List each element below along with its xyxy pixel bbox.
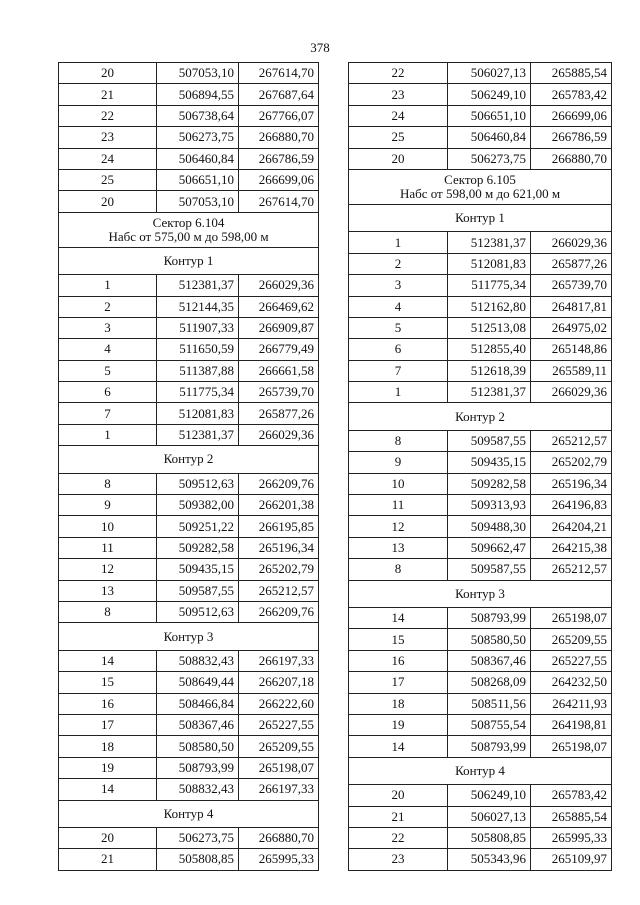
x-coordinate-cell: 512144,35 xyxy=(157,296,239,317)
x-coordinate-cell: 511775,34 xyxy=(448,275,531,296)
y-coordinate-cell: 265202,79 xyxy=(239,559,319,580)
x-coordinate-cell: 509251,22 xyxy=(157,516,239,537)
point-number-cell: 21 xyxy=(59,84,157,105)
point-number-cell: 19 xyxy=(59,757,157,778)
x-coordinate-cell: 508367,46 xyxy=(448,650,531,671)
point-number-cell: 22 xyxy=(349,63,448,84)
x-coordinate-cell: 505808,85 xyxy=(448,827,531,848)
y-coordinate-cell: 264232,50 xyxy=(531,672,612,693)
table-row xyxy=(349,827,612,848)
x-coordinate-cell: 508580,50 xyxy=(448,629,531,650)
coordinates-table-left xyxy=(58,62,319,871)
point-number-cell: 22 xyxy=(59,105,157,126)
point-number-cell: 14 xyxy=(349,736,448,757)
y-coordinate-cell: 264215,38 xyxy=(531,537,612,558)
table-row xyxy=(59,84,319,105)
point-number-cell: 14 xyxy=(59,650,157,671)
x-coordinate-cell: 508268,09 xyxy=(448,672,531,693)
section-header-line: Контур 1 xyxy=(163,252,214,268)
section-header-line: Контур 2 xyxy=(455,408,505,424)
y-coordinate-cell: 265739,70 xyxy=(531,275,612,296)
y-coordinate-cell: 265995,33 xyxy=(531,827,612,848)
point-number-cell: 22 xyxy=(349,827,448,848)
table-row xyxy=(349,339,612,360)
table-row xyxy=(349,516,612,537)
table-row xyxy=(59,757,319,778)
x-coordinate-cell: 512618,39 xyxy=(448,360,531,381)
point-number-cell: 25 xyxy=(349,127,448,148)
point-number-cell: 8 xyxy=(349,559,448,580)
y-coordinate-cell: 265202,79 xyxy=(531,452,612,473)
table-row xyxy=(349,607,612,628)
point-number-cell: 9 xyxy=(349,452,448,473)
point-number-cell: 17 xyxy=(349,672,448,693)
y-coordinate-cell: 266880,70 xyxy=(531,148,612,169)
section-header-row xyxy=(59,247,319,274)
x-coordinate-cell: 508755,54 xyxy=(448,714,531,735)
x-coordinate-cell: 509382,00 xyxy=(157,495,239,516)
section-header-line: Сектор 6.105 xyxy=(444,171,516,187)
y-coordinate-cell: 266699,06 xyxy=(239,169,319,190)
x-coordinate-cell: 508793,99 xyxy=(157,757,239,778)
table-row xyxy=(349,275,612,296)
section-header-line: Набс от 575,00 м до 598,00 м xyxy=(108,228,269,244)
x-coordinate-cell: 508367,46 xyxy=(157,714,239,735)
point-number-cell: 1 xyxy=(349,232,448,253)
x-coordinate-cell: 508793,99 xyxy=(448,736,531,757)
x-coordinate-cell: 506651,10 xyxy=(448,105,531,126)
table-row xyxy=(59,191,319,212)
point-number-cell: 2 xyxy=(349,253,448,274)
y-coordinate-cell: 267766,07 xyxy=(239,105,319,126)
table-row xyxy=(349,84,612,105)
table-row xyxy=(59,559,319,580)
point-number-cell: 20 xyxy=(59,827,157,848)
y-coordinate-cell: 264204,21 xyxy=(531,516,612,537)
y-coordinate-cell: 265877,26 xyxy=(239,403,319,424)
table-row xyxy=(349,63,612,84)
x-coordinate-cell: 506027,13 xyxy=(448,63,531,84)
point-number-cell: 23 xyxy=(349,84,448,105)
table-row xyxy=(59,296,319,317)
y-coordinate-cell: 264198,81 xyxy=(531,714,612,735)
point-number-cell: 14 xyxy=(349,607,448,628)
table-row xyxy=(59,736,319,757)
table-row xyxy=(59,537,319,558)
section-header-line: Контур 4 xyxy=(455,762,505,778)
y-coordinate-cell: 266197,33 xyxy=(239,650,319,671)
section-header-line: Контур 3 xyxy=(163,628,214,644)
section-header-row xyxy=(59,623,319,650)
section-header-line: Контур 1 xyxy=(455,210,505,226)
y-coordinate-cell: 266779,49 xyxy=(239,339,319,360)
point-number-cell: 6 xyxy=(59,382,157,403)
x-coordinate-cell: 511650,59 xyxy=(157,339,239,360)
x-coordinate-cell: 506249,10 xyxy=(448,84,531,105)
point-number-cell: 16 xyxy=(349,650,448,671)
table-row xyxy=(349,714,612,735)
point-number-cell: 18 xyxy=(59,736,157,757)
x-coordinate-cell: 509512,63 xyxy=(157,473,239,494)
x-coordinate-cell: 512513,08 xyxy=(448,317,531,338)
x-coordinate-cell: 509313,93 xyxy=(448,495,531,516)
point-number-cell: 3 xyxy=(59,317,157,338)
x-coordinate-cell: 508793,99 xyxy=(448,607,531,628)
x-coordinate-cell: 506651,10 xyxy=(157,169,239,190)
point-number-cell: 18 xyxy=(349,693,448,714)
table-row xyxy=(59,601,319,622)
point-number-cell: 5 xyxy=(59,360,157,381)
y-coordinate-cell: 264211,93 xyxy=(531,693,612,714)
y-coordinate-cell: 266880,70 xyxy=(239,127,319,148)
y-coordinate-cell: 266029,36 xyxy=(531,232,612,253)
y-coordinate-cell: 265196,34 xyxy=(239,537,319,558)
table-row xyxy=(349,105,612,126)
coordinates-table-right-body xyxy=(349,63,612,871)
y-coordinate-cell: 266786,59 xyxy=(239,148,319,169)
y-coordinate-cell: 266197,33 xyxy=(239,779,319,800)
table-row xyxy=(59,339,319,360)
table-row xyxy=(59,317,319,338)
x-coordinate-cell: 512381,37 xyxy=(448,382,531,403)
point-number-cell: 1 xyxy=(59,275,157,296)
point-number-cell: 15 xyxy=(59,672,157,693)
point-number-cell: 11 xyxy=(59,537,157,558)
y-coordinate-cell: 265783,42 xyxy=(531,785,612,806)
table-row xyxy=(59,63,319,84)
table-row xyxy=(59,148,319,169)
x-coordinate-cell: 508832,43 xyxy=(157,650,239,671)
y-coordinate-cell: 265885,54 xyxy=(531,63,612,84)
x-coordinate-cell: 505343,96 xyxy=(448,849,531,870)
y-coordinate-cell: 265209,55 xyxy=(239,736,319,757)
y-coordinate-cell: 265885,54 xyxy=(531,806,612,827)
section-header-row xyxy=(349,403,612,430)
point-number-cell: 20 xyxy=(349,785,448,806)
table-row xyxy=(349,232,612,253)
table-row xyxy=(349,650,612,671)
y-coordinate-cell: 265739,70 xyxy=(239,382,319,403)
table-row xyxy=(59,495,319,516)
x-coordinate-cell: 509282,58 xyxy=(157,537,239,558)
y-coordinate-cell: 264196,83 xyxy=(531,495,612,516)
y-coordinate-cell: 265209,55 xyxy=(531,629,612,650)
table-row xyxy=(349,317,612,338)
section-header-row xyxy=(349,580,612,607)
point-number-cell: 20 xyxy=(59,191,157,212)
table-row xyxy=(59,714,319,735)
x-coordinate-cell: 505808,85 xyxy=(157,849,239,870)
section-header xyxy=(59,212,319,247)
point-number-cell: 13 xyxy=(349,537,448,558)
section-header-line: Набс от 598,00 м до 621,00 м xyxy=(399,185,561,201)
table-row xyxy=(59,516,319,537)
coordinates-table-right xyxy=(348,62,612,871)
table-row xyxy=(349,148,612,169)
point-number-cell: 16 xyxy=(59,693,157,714)
section-header xyxy=(59,247,319,274)
section-header xyxy=(349,757,612,784)
point-number-cell: 7 xyxy=(349,360,448,381)
x-coordinate-cell: 507053,10 xyxy=(157,191,239,212)
x-coordinate-cell: 508511,56 xyxy=(448,693,531,714)
table-row xyxy=(59,127,319,148)
x-coordinate-cell: 509587,55 xyxy=(448,430,531,451)
point-number-cell: 8 xyxy=(349,430,448,451)
x-coordinate-cell: 506460,84 xyxy=(157,148,239,169)
section-header-row xyxy=(349,169,612,204)
point-number-cell: 1 xyxy=(349,382,448,403)
point-number-cell: 1 xyxy=(59,424,157,445)
table-row xyxy=(59,105,319,126)
y-coordinate-cell: 265198,07 xyxy=(239,757,319,778)
table-row xyxy=(349,495,612,516)
page-number: 378 xyxy=(310,40,330,55)
point-number-cell: 17 xyxy=(59,714,157,735)
point-number-cell: 21 xyxy=(349,806,448,827)
point-number-cell: 4 xyxy=(59,339,157,360)
y-coordinate-cell: 266222,60 xyxy=(239,693,319,714)
x-coordinate-cell: 512381,37 xyxy=(157,275,239,296)
point-number-cell: 2 xyxy=(59,296,157,317)
section-header-line: Сектор 6.104 xyxy=(152,214,225,230)
point-number-cell: 10 xyxy=(349,473,448,494)
point-number-cell: 12 xyxy=(349,516,448,537)
point-number-cell: 20 xyxy=(59,63,157,84)
table-row xyxy=(349,430,612,451)
y-coordinate-cell: 266661,58 xyxy=(239,360,319,381)
section-header xyxy=(349,403,612,430)
point-number-cell: 19 xyxy=(349,714,448,735)
table-row xyxy=(349,785,612,806)
x-coordinate-cell: 506738,64 xyxy=(157,105,239,126)
table-row xyxy=(59,827,319,848)
y-coordinate-cell: 266699,06 xyxy=(531,105,612,126)
table-row xyxy=(59,672,319,693)
section-header xyxy=(59,623,319,650)
section-header xyxy=(349,580,612,607)
point-number-cell: 4 xyxy=(349,296,448,317)
x-coordinate-cell: 508649,44 xyxy=(157,672,239,693)
y-coordinate-cell: 265212,57 xyxy=(531,430,612,451)
table-row xyxy=(59,650,319,671)
y-coordinate-cell: 265148,86 xyxy=(531,339,612,360)
point-number-cell: 20 xyxy=(349,148,448,169)
x-coordinate-cell: 509587,55 xyxy=(157,580,239,601)
table-row xyxy=(59,275,319,296)
y-coordinate-cell: 265109,97 xyxy=(531,849,612,870)
table-row xyxy=(59,169,319,190)
table-row xyxy=(59,580,319,601)
y-coordinate-cell: 266909,87 xyxy=(239,317,319,338)
table-row xyxy=(349,629,612,650)
section-header-line: Контур 2 xyxy=(163,451,214,467)
section-header-line: Контур 4 xyxy=(163,805,214,821)
point-number-cell: 6 xyxy=(349,339,448,360)
y-coordinate-cell: 265212,57 xyxy=(531,559,612,580)
table-row xyxy=(349,452,612,473)
table-row xyxy=(59,693,319,714)
point-number-cell: 9 xyxy=(59,495,157,516)
x-coordinate-cell: 509435,15 xyxy=(157,559,239,580)
x-coordinate-cell: 508580,50 xyxy=(157,736,239,757)
y-coordinate-cell: 267687,64 xyxy=(239,84,319,105)
y-coordinate-cell: 266786,59 xyxy=(531,127,612,148)
y-coordinate-cell: 266029,36 xyxy=(239,275,319,296)
y-coordinate-cell: 265196,34 xyxy=(531,473,612,494)
point-number-cell: 24 xyxy=(59,148,157,169)
y-coordinate-cell: 266880,70 xyxy=(239,827,319,848)
x-coordinate-cell: 512081,83 xyxy=(157,403,239,424)
y-coordinate-cell: 264975,02 xyxy=(531,317,612,338)
x-coordinate-cell: 506027,13 xyxy=(448,806,531,827)
x-coordinate-cell: 508832,43 xyxy=(157,779,239,800)
point-number-cell: 15 xyxy=(349,629,448,650)
x-coordinate-cell: 509282,58 xyxy=(448,473,531,494)
table-row xyxy=(349,672,612,693)
point-number-cell: 23 xyxy=(59,127,157,148)
x-coordinate-cell: 512855,40 xyxy=(448,339,531,360)
x-coordinate-cell: 506273,75 xyxy=(157,127,239,148)
y-coordinate-cell: 266195,85 xyxy=(239,516,319,537)
x-coordinate-cell: 506460,84 xyxy=(448,127,531,148)
point-number-cell: 11 xyxy=(349,495,448,516)
x-coordinate-cell: 512162,80 xyxy=(448,296,531,317)
coordinates-table-left-body xyxy=(59,63,319,871)
table-row xyxy=(349,693,612,714)
x-coordinate-cell: 508466,84 xyxy=(157,693,239,714)
y-coordinate-cell: 264817,81 xyxy=(531,296,612,317)
point-number-cell: 21 xyxy=(59,849,157,870)
x-coordinate-cell: 509488,30 xyxy=(448,516,531,537)
section-header-row xyxy=(349,757,612,784)
section-header-row xyxy=(59,446,319,473)
x-coordinate-cell: 511775,34 xyxy=(157,382,239,403)
table-row xyxy=(59,360,319,381)
table-row xyxy=(59,779,319,800)
point-number-cell: 5 xyxy=(349,317,448,338)
table-row xyxy=(349,559,612,580)
y-coordinate-cell: 265198,07 xyxy=(531,607,612,628)
y-coordinate-cell: 267614,70 xyxy=(239,191,319,212)
y-coordinate-cell: 265877,26 xyxy=(531,253,612,274)
section-header-row xyxy=(349,204,612,231)
point-number-cell: 8 xyxy=(59,601,157,622)
table-row xyxy=(349,296,612,317)
table-row xyxy=(59,424,319,445)
point-number-cell: 10 xyxy=(59,516,157,537)
point-number-cell: 7 xyxy=(59,403,157,424)
y-coordinate-cell: 265783,42 xyxy=(531,84,612,105)
table-row xyxy=(349,473,612,494)
section-header xyxy=(349,169,612,204)
x-coordinate-cell: 506894,55 xyxy=(157,84,239,105)
section-header xyxy=(59,446,319,473)
point-number-cell: 3 xyxy=(349,275,448,296)
section-header xyxy=(349,204,612,231)
table-row xyxy=(349,253,612,274)
point-number-cell: 14 xyxy=(59,779,157,800)
section-header-row xyxy=(59,800,319,827)
x-coordinate-cell: 509435,15 xyxy=(448,452,531,473)
table-row xyxy=(349,849,612,870)
x-coordinate-cell: 512381,37 xyxy=(157,424,239,445)
section-header xyxy=(59,800,319,827)
x-coordinate-cell: 507053,10 xyxy=(157,63,239,84)
y-coordinate-cell: 267614,70 xyxy=(239,63,319,84)
y-coordinate-cell: 266029,36 xyxy=(531,382,612,403)
x-coordinate-cell: 506273,75 xyxy=(157,827,239,848)
y-coordinate-cell: 266207,18 xyxy=(239,672,319,693)
point-number-cell: 25 xyxy=(59,169,157,190)
y-coordinate-cell: 266209,76 xyxy=(239,473,319,494)
y-coordinate-cell: 265212,57 xyxy=(239,580,319,601)
point-number-cell: 12 xyxy=(59,559,157,580)
x-coordinate-cell: 509512,63 xyxy=(157,601,239,622)
table-row xyxy=(349,382,612,403)
table-row xyxy=(59,382,319,403)
point-number-cell: 24 xyxy=(349,105,448,126)
table-row xyxy=(59,473,319,494)
y-coordinate-cell: 265227,55 xyxy=(531,650,612,671)
point-number-cell: 13 xyxy=(59,580,157,601)
x-coordinate-cell: 511387,88 xyxy=(157,360,239,381)
y-coordinate-cell: 266029,36 xyxy=(239,424,319,445)
x-coordinate-cell: 509587,55 xyxy=(448,559,531,580)
section-header-line: Контур 3 xyxy=(455,585,505,601)
table-row xyxy=(349,806,612,827)
table-row xyxy=(59,849,319,870)
x-coordinate-cell: 506273,75 xyxy=(448,148,531,169)
x-coordinate-cell: 511907,33 xyxy=(157,317,239,338)
y-coordinate-cell: 266209,76 xyxy=(239,601,319,622)
x-coordinate-cell: 512381,37 xyxy=(448,232,531,253)
point-number-cell: 8 xyxy=(59,473,157,494)
x-coordinate-cell: 506249,10 xyxy=(448,785,531,806)
section-header-row xyxy=(59,212,319,247)
table-row xyxy=(59,403,319,424)
y-coordinate-cell: 266469,62 xyxy=(239,296,319,317)
table-row xyxy=(349,537,612,558)
y-coordinate-cell: 265227,55 xyxy=(239,714,319,735)
table-row xyxy=(349,736,612,757)
x-coordinate-cell: 509662,47 xyxy=(448,537,531,558)
x-coordinate-cell: 512081,83 xyxy=(448,253,531,274)
table-row xyxy=(349,127,612,148)
y-coordinate-cell: 266201,38 xyxy=(239,495,319,516)
y-coordinate-cell: 265995,33 xyxy=(239,849,319,870)
table-row xyxy=(349,360,612,381)
y-coordinate-cell: 265198,07 xyxy=(531,736,612,757)
y-coordinate-cell: 265589,11 xyxy=(531,360,612,381)
point-number-cell: 23 xyxy=(349,849,448,870)
